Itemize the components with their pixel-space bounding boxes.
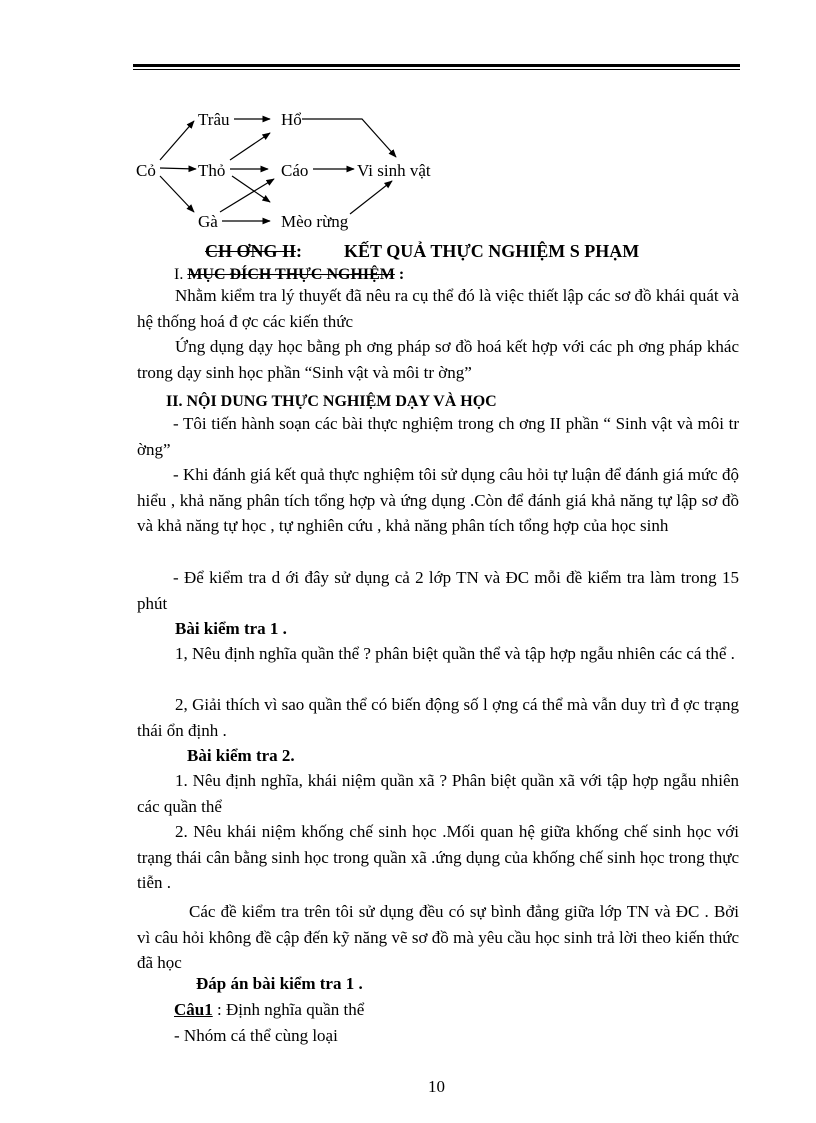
arrow-ga-cao <box>220 179 274 212</box>
section1-num: I. <box>174 266 184 283</box>
test1-title: Bài kiểm tra 1 . <box>175 619 287 638</box>
node-tho: Thỏ <box>198 161 226 180</box>
node-vi-sinh-vat: Vi sinh vật <box>357 161 431 180</box>
test1-question-1: 1, Nêu định nghĩa quần thể ? phân biệt quần thể và tập hợp ngẫu nhiên các cá thể . <box>175 644 735 663</box>
food-web-diagram <box>0 0 816 240</box>
section2-title: NỘI DUNG THỰC NGHIỆM DẠY VÀ HỌC <box>186 393 497 410</box>
section2-paragraph-2: - Khi đánh giá kết quả thực nghiệm tôi sử dụng câu hỏi tự luận để đánh giá mức độ hiểu , khả năng phân tích tổng hợp và ứng dụng .Còn để đánh giá khả năng tự lập sơ đồ và khả năng tự học , tự nghiên cứu , khả năng phân tích tổng hợp của học sinh <box>137 465 739 535</box>
arrow-ho-visinh <box>302 119 396 157</box>
test2-title: Bài kiểm tra 2. <box>187 746 295 765</box>
chapter-colon: : <box>296 241 303 261</box>
answer-item-1: - Nhóm cá thể cùng loại <box>174 1026 338 1045</box>
arrow-tho-meo <box>232 176 270 202</box>
note-paragraph: Các đề kiểm tra trên tôi sử dụng đều có sự bình đẳng giữa lớp TN và ĐC . Bởi vì câu hỏi không đề cập đến kỹ năng vẽ sơ đồ mà yêu cầu học sinh trả lời theo kiến thức đã học <box>137 902 739 972</box>
test1-question-2: 2, Giải thích vì sao quần thể có biến động số l ợng cá thể mà vẫn duy trì đ ợc trạng thái ổn định . <box>137 695 739 740</box>
node-ho: Hổ <box>281 110 302 129</box>
arrow-tho-ho <box>230 133 270 160</box>
answers-title: Đáp án bài kiểm tra 1 . <box>196 974 363 993</box>
arrow-co-trau <box>160 121 194 160</box>
section2-paragraph-1: - Tôi tiến hành soạn các bài thực nghiệm trong ch ơng II phần “ Sinh vật và môi tr ờng” <box>137 414 739 459</box>
page-number: 10 <box>428 1077 445 1096</box>
chapter-title: KẾT QUẢ THỰC NGHIỆM S PHẠM <box>344 241 640 261</box>
arrow-co-tho <box>160 168 196 169</box>
node-meo-rung: Mèo rừng <box>281 212 349 231</box>
section1-paragraph-2: Ứng dụng dạy học bằng ph ơng pháp sơ đồ hoá kết hợp với các ph ơng pháp khác trong dạy sinh học phần “Sinh vật và môi tr ờng” <box>137 337 739 382</box>
test2-question-2: 2. Nêu khái niệm khống chế sinh học .Mối quan hệ giữa khống chế sinh học với trạng thái cân bằng sinh học trong quần xã .ứng dụng của khống chế sinh học trong thực tiễn . <box>137 822 739 892</box>
answer-question-text: : Định nghĩa quần thể <box>212 1000 365 1019</box>
section2-num: II. <box>166 393 183 410</box>
node-ga: Gà <box>198 212 218 231</box>
section1-suffix: : <box>398 266 405 283</box>
test2-question-1: 1. Nêu định nghĩa, khái niệm quần xã ? Phân biệt quần xã với tập hợp ngẫu nhiên các quần thể <box>137 771 739 816</box>
node-co: Cỏ <box>136 161 156 180</box>
arrow-co-ga <box>160 176 194 212</box>
chapter-label: CH ƠNG II <box>205 241 297 261</box>
arrow-meo-visinh <box>350 181 392 214</box>
section2-heading <box>166 392 497 412</box>
section1-title: MỤC ĐÍCH THỰC NGHIỆM <box>187 266 395 283</box>
chapter-heading <box>205 241 639 261</box>
section1-heading <box>174 265 404 285</box>
node-trau: Trâu <box>198 110 230 129</box>
section2-paragraph-3: - Để kiểm tra d ới đây sử dụng cả 2 lớp TN và ĐC mỗi đề kiểm tra làm trong 15 phút <box>137 568 739 613</box>
section1-paragraph-1: Nhằm kiểm tra lý thuyết đã nêu ra cụ thể đó là việc thiết lập các sơ đồ khái quát và hệ thống hoá đ ợc các kiến thức <box>137 286 739 331</box>
answer-question-label: Câu1 <box>174 1000 213 1019</box>
answer-question-1 <box>174 1000 364 1020</box>
node-cao: Cáo <box>281 161 309 180</box>
